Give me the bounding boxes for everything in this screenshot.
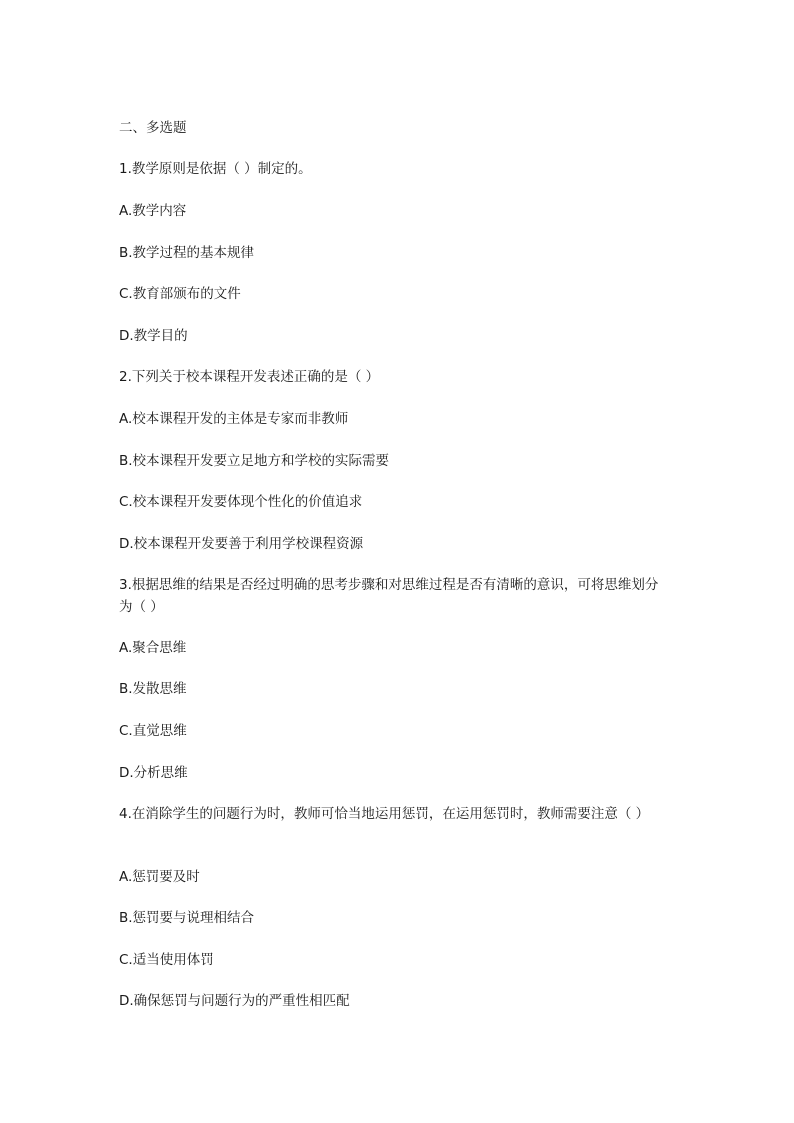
question-stem: 2.下列关于校本课程开发表述正确的是（ ） bbox=[119, 369, 380, 385]
question-stem: 1.教学原则是依据（ ）制定的。 bbox=[119, 161, 312, 177]
question-option: D.确保惩罚与问题行为的严重性相匹配 bbox=[119, 993, 350, 1009]
question-option: D.校本课程开发要善于利用学校课程资源 bbox=[119, 536, 364, 552]
section-title: 二、多选题 bbox=[119, 120, 187, 136]
question-stem: 3.根据思维的结果是否经过明确的思考步骤和对思维过程是否有清晰的意识，可将思维划分为（ ） bbox=[119, 577, 659, 615]
question-option: B.校本课程开发要立足地方和学校的实际需要 bbox=[119, 453, 390, 469]
question-option: C.教育部颁布的文件 bbox=[119, 286, 241, 302]
question-option: A.教学内容 bbox=[119, 203, 187, 219]
question-stem: 4.在消除学生的问题行为时，教师可恰当地运用惩罚，在运用惩罚时，教师需要注意（ ） bbox=[119, 806, 650, 822]
question-option: A.惩罚要及时 bbox=[119, 869, 200, 885]
question-option: D.教学目的 bbox=[119, 328, 188, 344]
question-option: C.适当使用体罚 bbox=[119, 952, 214, 968]
question-option: B.教学过程的基本规律 bbox=[119, 245, 255, 261]
question-option: C.直觉思维 bbox=[119, 723, 187, 739]
question-option: B.发散思维 bbox=[119, 681, 187, 697]
question-option: A.聚合思维 bbox=[119, 640, 187, 656]
question-option: A.校本课程开发的主体是专家而非教师 bbox=[119, 411, 349, 427]
question-option: D.分析思维 bbox=[119, 765, 188, 781]
question-option: B.惩罚要与说理相结合 bbox=[119, 910, 255, 926]
question-option: C.校本课程开发要体现个性化的价值追求 bbox=[119, 494, 363, 510]
